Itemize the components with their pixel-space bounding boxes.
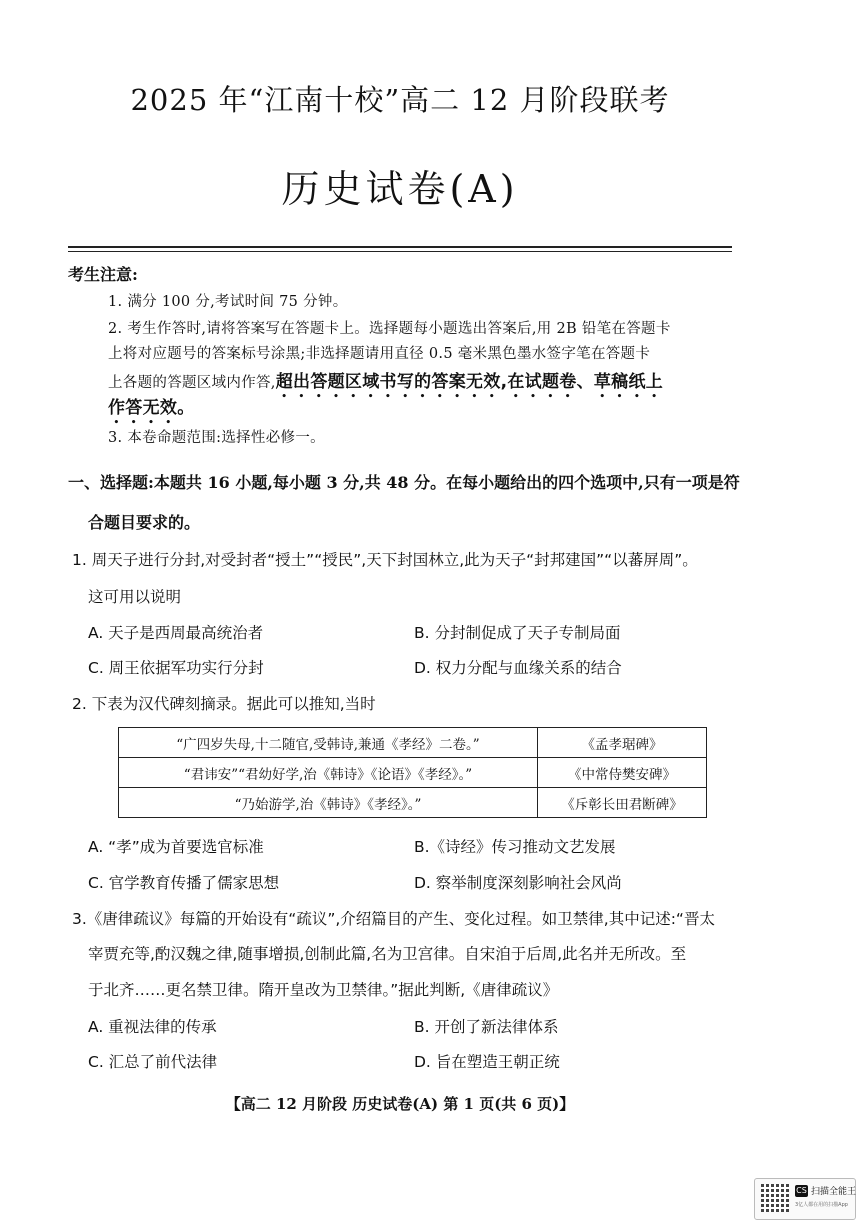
- camscanner-logo: CS: [796, 1186, 807, 1195]
- q3-option-d: D. 旨在塑造王朝正统: [414, 1053, 560, 1071]
- q1-stem-line-1: 1. 周天子进行分封,对受封者“授土”“授民”,天下封国林立,此为天子“封邦建国”“以蕃屏周”。: [72, 551, 698, 569]
- notice-heading: 考生注意:: [68, 265, 138, 284]
- stele-table: [118, 727, 707, 818]
- q3-option-b: B. 开创了新法律体系: [414, 1018, 559, 1036]
- section-heading-line-2: 合题目要求的。: [88, 513, 201, 532]
- table-cell-source: 《中常侍樊安碑》: [538, 758, 707, 788]
- section-heading-line-1: 一、选择题:本题共 16 小题,每小题 3 分,共 48 分。在每小题给出的四个选项中,只有一项是符: [68, 473, 740, 492]
- qr-code-pattern: [761, 1184, 789, 1212]
- notice-item-2-normal: 上各题的答题区域内作答,: [108, 375, 276, 391]
- q1-option-b: B. 分封制促成了天子专制局面: [414, 624, 621, 642]
- q3-stem-line-1: 3.《唐律疏议》每篇的开始设有“疏议”,介绍篇目的产生、变化过程。如卫禁律,其中记述:“晋太: [72, 910, 715, 928]
- watermark-tagline: 3亿人都在用的扫描App: [795, 1202, 848, 1208]
- notice-item-3: 3. 本卷命题范围:选择性必修一。: [108, 430, 325, 446]
- notice-item-1: 1. 满分 100 分,考试时间 75 分钟。: [108, 294, 348, 310]
- q3-option-a: A. 重视法律的传承: [88, 1018, 217, 1036]
- q1-option-d: D. 权力分配与血缘关系的结合: [414, 659, 622, 677]
- table-row: [119, 758, 707, 788]
- q3-stem-line-2: 宰贾充等,酌汉魏之律,随事增损,创制此篇,名为卫宫律。自宋洎于后周,此名并无所改。至: [88, 945, 687, 963]
- q2-option-d: D. 察举制度深刻影响社会风尚: [414, 874, 622, 892]
- q1-stem-line-2: 这可用以说明: [88, 588, 182, 606]
- table-cell-text: “君讳安”“君幼好学,治《韩诗》《论语》《孝经》。”: [119, 758, 538, 788]
- scanner-watermark: [754, 1178, 856, 1220]
- notice-item-2-line-2: 上将对应题号的答案标号涂黑;非选择题请用直径 0.5 毫米黑色墨水签字笔在答题卡: [108, 346, 651, 362]
- q1-option-c: C. 周王依据军功实行分封: [88, 659, 264, 677]
- q2-option-c: C. 官学教育传播了儒家思想: [88, 874, 280, 892]
- table-cell-source: 《孟孝琚碑》: [538, 728, 707, 758]
- notice-item-2-emphasis: 超出答题区域书写的答案无效,在试题卷、草稿纸上: [275, 372, 664, 392]
- watermark-name: 扫描全能王: [811, 1187, 857, 1197]
- table-cell-source: 《斥彰长田君断碑》: [538, 788, 707, 818]
- q2-option-a: A. “孝”成为首要选官标准: [88, 838, 264, 856]
- q3-stem-line-3: 于北齐……更名禁卫律。隋开皇改为卫禁律。”据此判断,《唐律疏议》: [88, 981, 559, 999]
- table-row: [119, 728, 707, 758]
- notice-item-2-line-4: [108, 393, 195, 428]
- table-cell-text: “广四岁失母,十二随官,受韩诗,兼通《孝经》二卷。”: [119, 728, 538, 758]
- exam-title: 2025 年“江南十校”高二 12 月阶段联考: [130, 83, 670, 117]
- notice-item-2-line-1: 2. 考生作答时,请将答案写在答题卡上。选择题每小题选出答案后,用 2B 铅笔在答题卡: [108, 321, 671, 337]
- q1-option-a: A. 天子是西周最高统治者: [88, 624, 264, 642]
- page-footer: 【高二 12 月阶段 历史试卷(A) 第 1 页(共 6 页)】: [225, 1095, 575, 1113]
- exam-subtitle: 历史试卷(A): [281, 167, 519, 211]
- q3-option-c: C. 汇总了前代法律: [88, 1053, 218, 1071]
- q2-option-b: B.《诗经》传习推动文艺发展: [414, 838, 616, 856]
- title-divider-thin: [68, 251, 732, 252]
- q2-stem: 2. 下表为汉代碑刻摘录。据此可以推知,当时: [72, 695, 376, 713]
- notice-item-2-emphasis-end: 作答无效。: [108, 398, 195, 418]
- table-row: [119, 788, 707, 818]
- title-divider: [68, 246, 732, 248]
- table-cell-text: “乃始游学,治《韩诗》《孝经》。”: [119, 788, 538, 818]
